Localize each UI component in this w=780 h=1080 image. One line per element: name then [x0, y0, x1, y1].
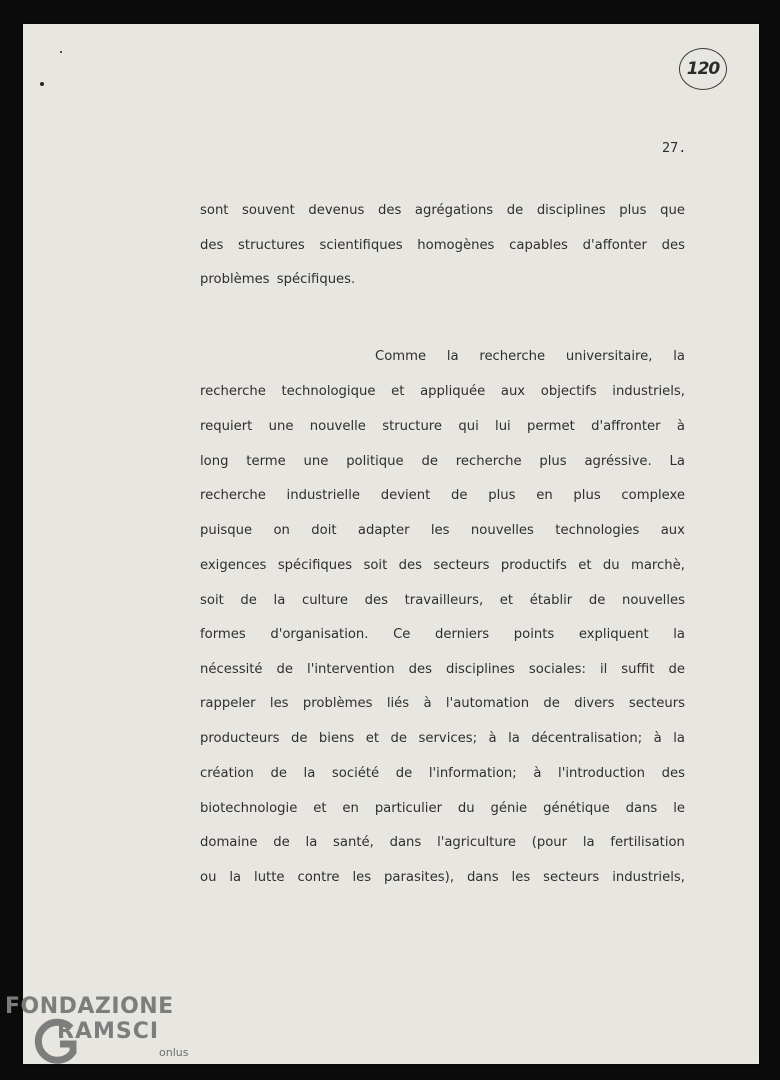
- text-line: recherche technologique et appliquée aux objectifs industriels,: [200, 384, 685, 399]
- page-number: 27.: [662, 140, 687, 156]
- text-line: domaine de la santé, dans l'agriculture (pour la fertilisation: [200, 835, 685, 850]
- ink-speck: [60, 51, 62, 53]
- document-page: [23, 24, 759, 1064]
- text-line: problèmes spécifiques.: [200, 272, 356, 287]
- text-line: producteurs de biens et de services; à la décentralisation; à la: [200, 731, 685, 746]
- text-line: rappeler les problèmes liés à l'automation de divers secteurs: [200, 696, 685, 711]
- text-line: Comme la recherche universitaire, la: [375, 349, 685, 364]
- text-line: puisque on doit adapter les nouvelles technologies aux: [200, 523, 685, 538]
- logo-line2: RAMSCI: [57, 1019, 160, 1044]
- logo-line1: FONDAZIONE: [5, 994, 174, 1019]
- text-line: long terme une politique de recherche plus agréssive. La: [200, 454, 685, 469]
- text-line: sont souvent devenus des agrégations de disciplines plus que: [200, 203, 685, 218]
- text-line: ou la lutte contre les parasites), dans les secteurs industriels,: [200, 870, 685, 885]
- text-line: soit de la culture des travailleurs, et établir de nouvelles: [200, 593, 685, 608]
- ink-speck: [40, 82, 44, 86]
- text-line: nécessité de l'intervention des disciplines sociales: il suffit de: [200, 662, 685, 677]
- text-line: biotechnologie et en particulier du génie génétique dans le: [200, 801, 685, 816]
- text-line: requiert une nouvelle structure qui lui permet d'affronter à: [200, 419, 685, 434]
- text-line: des structures scientifiques homogènes capables d'affonter des: [200, 238, 685, 253]
- logo-suffix: onlus: [159, 1046, 189, 1059]
- text-line: formes d'organisation. Ce derniers points expliquent la: [200, 627, 685, 642]
- text-line: création de la société de l'information; à l'introduction des: [200, 766, 685, 781]
- archive-number-stamp: 120: [679, 48, 727, 90]
- fondazione-gramsci-logo: [5, 992, 205, 1072]
- text-line: recherche industrielle devient de plus en plus complexe: [200, 488, 685, 503]
- text-line: exigences spécifiques soit des secteurs productifs et du marchè,: [200, 558, 685, 573]
